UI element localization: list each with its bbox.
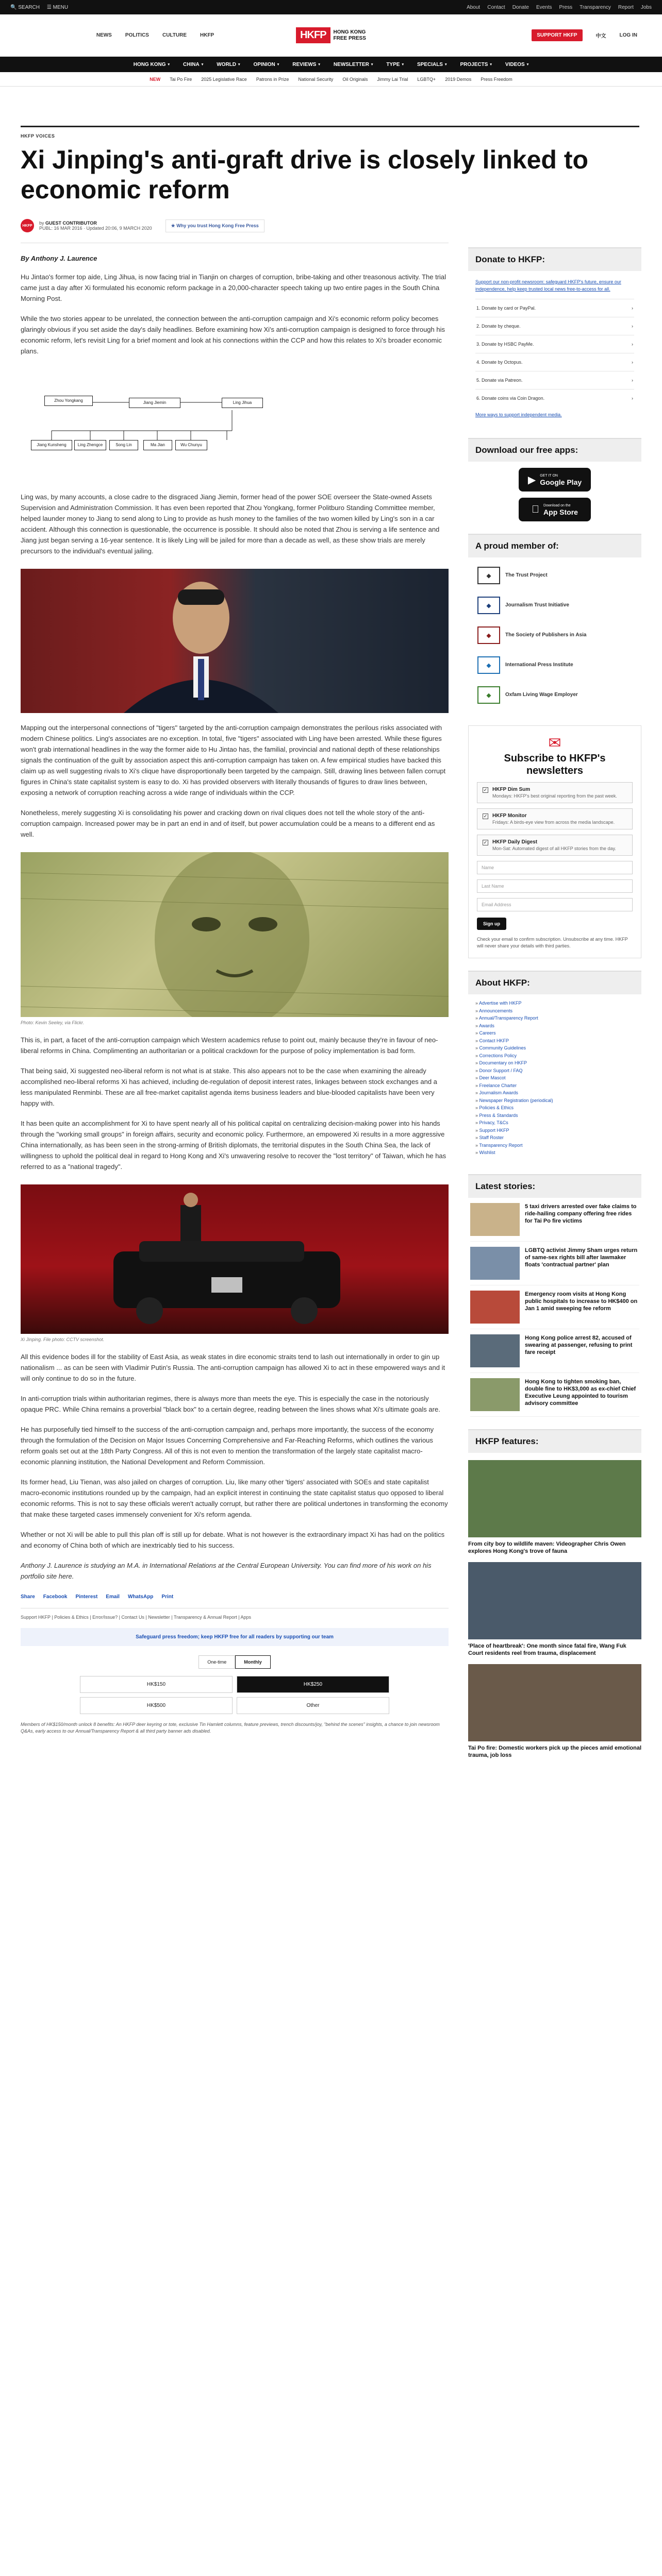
member-org[interactable] bbox=[475, 590, 634, 620]
member-name: The Trust Project bbox=[505, 572, 548, 578]
article-photo bbox=[21, 569, 449, 713]
share-share-button[interactable]: Share bbox=[21, 1594, 35, 1600]
topbar-link[interactable]: Press bbox=[559, 4, 573, 10]
member-logo-icon: ◆ bbox=[477, 656, 500, 674]
donate-title: Donate to HKFP: bbox=[468, 248, 641, 271]
newsletter-desc: Mon-Sat: Automated digest of all HKFP stories from the day. bbox=[492, 846, 616, 851]
checkbox-icon[interactable]: ✓ bbox=[483, 787, 488, 792]
about-link[interactable]: » Transparency Report bbox=[475, 1142, 634, 1149]
member-logo-icon: ◆ bbox=[477, 567, 500, 584]
diagram-node: Ma Jian bbox=[143, 440, 172, 450]
story-thumbnail bbox=[470, 1203, 520, 1236]
about-link[interactable]: » Support HKFP bbox=[475, 1127, 634, 1134]
published-date: PUBL: 16 MAR 2016 bbox=[39, 226, 82, 231]
mail-icon: ✉ bbox=[548, 735, 561, 752]
diagram-node: Ling Zhengce bbox=[74, 440, 106, 450]
trending-link[interactable]: 2019 Demos bbox=[445, 76, 472, 82]
last-name-input[interactable]: Last Name bbox=[477, 879, 633, 893]
network-diagram bbox=[21, 369, 449, 482]
about-link[interactable]: » Contact HKFP bbox=[475, 1037, 634, 1045]
banknote-portrait-icon bbox=[21, 852, 449, 1017]
xi-parade-photo bbox=[21, 1184, 449, 1334]
trending-link[interactable]: 2025 Legislative Race bbox=[201, 76, 247, 82]
member-widget bbox=[468, 534, 641, 713]
checkbox-icon[interactable]: ✓ bbox=[483, 814, 488, 819]
app-store-button[interactable]: Download on the App Store bbox=[519, 498, 591, 521]
nav-item[interactable] bbox=[254, 62, 279, 67]
latest-title: Latest stories: bbox=[468, 1175, 641, 1198]
latest-story[interactable] bbox=[470, 1242, 639, 1285]
about-link[interactable]: » Policies & Ethics bbox=[475, 1104, 634, 1112]
nav-item[interactable] bbox=[183, 62, 203, 67]
nav-item-label: HONG KONG bbox=[133, 61, 166, 67]
story-headline: LGBTQ activist Jimmy Sham urges return of same-sex rights bill after lawmaker floats 'contractual partner' plan bbox=[525, 1247, 638, 1268]
support-hkfp-button[interactable]: SUPPORT HKFP bbox=[532, 29, 582, 41]
story-headline: 5 taxi drivers arrested over fake claims to ride-hailing company offering free rides for Tai Po fire victims bbox=[525, 1203, 637, 1224]
donate-option-label: 2. Donate by cheque. bbox=[476, 324, 521, 329]
paragraph: While the two stories appear to be unrelated, the connection between the anti-corruption campaign and Xi's economic reform policy becomes glaringly obvious if you set aside the day's daily headlines. Before examining how Xi's anti-corruption campaign is designed to force through his economic reform, let's revisit Ling for a brief moment and look at his connections within the CCP and how this relates to Xi's broader economic plans. bbox=[21, 315, 445, 355]
chevron-down-icon: ▾ bbox=[168, 63, 170, 66]
newsletter-option[interactable] bbox=[477, 835, 633, 856]
feature-story[interactable] bbox=[468, 1562, 641, 1657]
about-link[interactable]: » Deer Mascot bbox=[475, 1074, 634, 1082]
feature-story[interactable] bbox=[468, 1664, 641, 1759]
story-thumbnail bbox=[470, 1334, 520, 1367]
about-link[interactable]: » Wishlist bbox=[475, 1149, 634, 1157]
newsletter-option[interactable] bbox=[477, 808, 633, 829]
about-widget bbox=[468, 971, 641, 1162]
nav-item-label: VIDEOS bbox=[505, 61, 525, 67]
frequency-option[interactable]: Monthly bbox=[235, 1655, 271, 1669]
header-nav-link[interactable]: POLITICS bbox=[125, 32, 149, 38]
paragraph: Its former head, Liu Tienan, was also jailed on charges of corruption. Liu, like many other 'tigers' associated with SOEs and state capitalist macro-economic institutions rounded up by the campaign, had an explicit interest in continuing the state capitalist status quo opposed to liberal economic reforms. This is not to say these officials weren't actually corrupt, but rather there are political undertones in transforming the economy that make these targeted cases immensely convenient for Xi's reform agenda. bbox=[21, 1478, 448, 1518]
share-whatsapp-button[interactable]: WhatsApp bbox=[127, 1594, 154, 1600]
chevron-right-icon: › bbox=[632, 324, 633, 329]
feature-image bbox=[468, 1664, 641, 1741]
chevron-down-icon: ▾ bbox=[238, 63, 240, 66]
newsletter-desc: Fridays: A birds-eye view from across the media landscape. bbox=[492, 820, 615, 825]
member-org[interactable] bbox=[475, 680, 634, 710]
about-link[interactable]: » Awards bbox=[475, 1022, 634, 1030]
author-line: By Anthony J. Laurence bbox=[21, 255, 97, 262]
about-link[interactable]: » Staff Roster bbox=[475, 1134, 634, 1142]
email-input[interactable]: Email Address bbox=[477, 898, 633, 911]
nav-item[interactable] bbox=[134, 62, 170, 67]
about-title: About HKFP: bbox=[468, 972, 641, 994]
membership-note: Members of HK$150/month unlock 8 benefits: An HKFP deer keyring or tote, exclusive Tin Hamlett columns, feature previews, trench discounts/joy, "behind the scenes" insights, a chance to join newsroom Q&As, early access to our Annual/Transparency Report & all third party banner ads disabled. bbox=[21, 1722, 440, 1734]
diagram-node: Jiang Kunsheng bbox=[31, 440, 72, 450]
main-nav bbox=[0, 57, 662, 72]
author-bio: Anthony J. Laurence is studying an M.A. in International Relations at the Central European University. You can find more of his work on his portfolio site here. bbox=[21, 1562, 432, 1580]
feature-image bbox=[468, 1562, 641, 1639]
member-logo-icon: ◆ bbox=[477, 686, 500, 704]
donate-option-label: 3. Donate by HSBC PayMe. bbox=[476, 342, 534, 347]
nav-item-label: SPECIALS bbox=[417, 61, 443, 67]
story-headline: Hong Kong police arrest 82, accused of swearing at passenger, refusing to print fare receipt bbox=[525, 1334, 633, 1355]
donate-option[interactable] bbox=[475, 371, 634, 389]
paragraph: Whether or not Xi will be able to pull this plan off is still up for debate. What is not however is the extraordinary impact Xi has had on the politics and economy of China both of which are inextricably tied to his success. bbox=[21, 1531, 445, 1549]
story-thumbnail bbox=[470, 1291, 520, 1324]
chevron-down-icon: ▾ bbox=[402, 63, 404, 66]
topbar-link[interactable]: Transparency bbox=[580, 4, 611, 10]
chevron-down-icon: ▾ bbox=[490, 63, 492, 66]
donate-option-label: 1. Donate by card or PayPal. bbox=[476, 306, 536, 311]
search-link[interactable]: 🔍 SEARCH bbox=[10, 4, 40, 10]
paragraph: In anti-corruption trials within authoritarian regimes, there is always more than meets the eye. This is especially the case in the notoriously opaque PRC. While China remains a proverbial "black box" to a certain degree, reading between the lines shows what Xi's ultimate goals are. bbox=[21, 1395, 440, 1413]
latest-widget bbox=[468, 1174, 641, 1417]
newsletter-desc: Mondays: HKFP's best original reporting from the past week. bbox=[492, 793, 617, 799]
article-headline: Xi Jinping's anti-graft drive is closely linked to economic reform bbox=[21, 145, 589, 204]
about-link[interactable]: » Documentary on HKFP bbox=[475, 1059, 634, 1067]
topbar-link[interactable]: Jobs bbox=[640, 4, 652, 10]
chevron-down-icon: ▾ bbox=[371, 63, 373, 66]
chevron-right-icon: › bbox=[632, 342, 633, 347]
newsletter-name: HKFP Daily Digest bbox=[492, 839, 538, 845]
nav-item[interactable] bbox=[460, 62, 492, 67]
member-logo-icon: ◆ bbox=[477, 597, 500, 614]
nav-item[interactable] bbox=[292, 62, 320, 67]
newsletter-name: HKFP Monitor bbox=[492, 813, 527, 819]
share-print-button[interactable]: Print bbox=[161, 1594, 174, 1600]
amount-option[interactable]: HK$150 bbox=[80, 1676, 233, 1693]
about-link[interactable]: » Freelance Charter bbox=[475, 1082, 634, 1090]
about-link[interactable]: » Journalism Awards bbox=[475, 1089, 634, 1097]
photo-caption: Xi Jinping. File photo: CCTV screenshot. bbox=[21, 1337, 105, 1342]
about-link[interactable]: » Privacy, T&Cs bbox=[475, 1119, 634, 1127]
member-title: A proud member of: bbox=[468, 535, 641, 557]
nav-item-label: NEWSLETTER bbox=[333, 61, 369, 67]
logo-line2: FREE PRESS bbox=[333, 35, 366, 41]
utility-bar bbox=[0, 0, 662, 14]
paragraph: Mapping out the interpersonal connections of "tigers" targeted by the anti-corruption campaign demonstrates the perilous risks associated with modern Chinese politics. Ling's associates are no exception. In total, five "tigers" associated with Ling have been arrested. While these figures won't grab international headlines in the way the former aide to Hu Jintao has, the familial, provincial and national depth of these relationships signals the continuation of the guilt by association aspect this anti-corruption campaign has taken on. A few empirical studies have backed this claim up as well suggesting rivals to Xi's clique have disproportionally been targeted by the campaign. Still, drawing lines between fallen corrupt figures in China's state capitalist system is easy to do. Xi has provided observers with literally thousands of figures to draw lines between, exposing a network of corruption reaching across a wide range of individuals within the CCP. bbox=[21, 724, 446, 796]
chevron-right-icon: › bbox=[632, 360, 633, 365]
site-logo[interactable] bbox=[296, 27, 366, 43]
trending-nav bbox=[0, 72, 662, 87]
nav-item-label: WORLD bbox=[217, 61, 237, 67]
chevron-down-icon: ▾ bbox=[201, 63, 204, 66]
trending-link[interactable]: National Security bbox=[298, 76, 334, 82]
author-name[interactable]: GUEST CONTRIBUTOR bbox=[45, 221, 97, 226]
menu-link[interactable]: ☰ MENU bbox=[46, 4, 69, 10]
paragraph: It has been quite an accomplishment for Xi to have spent nearly all of his political capital on centralizing decision-making power into his hands through the "working small groups" in foreign affairs, security and economic policy. Furthermore, an empowered Xi results in a more aggressive China internationally, as has been seen in the strong-arming of British diplomats, the territorial disputes in the South China Sea, the lack of willingness to uphold the political deal in regard to Hong Kong and Xi's unwavering resolve to recover the "lost territory" of Taiwan, which he has referred to as a "national tragedy". bbox=[21, 1120, 446, 1171]
member-name: Oxfam Living Wage Employer bbox=[505, 692, 578, 698]
chevron-right-icon: › bbox=[632, 378, 633, 383]
nav-item[interactable] bbox=[217, 62, 240, 67]
share-email-button[interactable]: Email bbox=[106, 1594, 120, 1600]
chevron-down-icon: ▾ bbox=[277, 63, 279, 66]
features-widget bbox=[468, 1429, 641, 1759]
donate-widget bbox=[468, 247, 641, 426]
trending-link[interactable]: Tai Po Fire bbox=[170, 76, 192, 82]
google-news-icon: ★ bbox=[171, 223, 177, 228]
about-link[interactable]: » Advertise with HKFP bbox=[475, 999, 634, 1007]
donate-option[interactable] bbox=[475, 353, 634, 371]
feature-story[interactable] bbox=[468, 1460, 641, 1555]
support-links[interactable]: Support HKFP | Policies & Ethics | Error/Issue? | Contact Us | Newsletter | Transparency & Annual Report | Apps bbox=[21, 1608, 449, 1620]
sidebar bbox=[468, 247, 641, 1771]
donate-option[interactable] bbox=[475, 335, 634, 353]
header-nav-link[interactable]: CULTURE bbox=[162, 32, 187, 38]
parade-car-icon bbox=[21, 1184, 449, 1334]
byline-by: by bbox=[39, 221, 44, 226]
chevron-right-icon: › bbox=[632, 306, 633, 311]
latest-story[interactable] bbox=[470, 1373, 639, 1417]
google-news-button[interactable]: ★ Why you trust Hong Kong Free Press bbox=[166, 219, 264, 232]
donate-option[interactable] bbox=[475, 299, 634, 317]
donate-option-label: 6. Donate coins via Coin Dragon. bbox=[476, 396, 545, 401]
donate-option-label: 5. Donate via Patreon. bbox=[476, 378, 523, 383]
about-link[interactable]: » Annual/Transparency Report bbox=[475, 1014, 634, 1022]
paragraph: Nonetheless, merely suggesting Xi is consolidating his power and cracking down on rival cliques does not tell the whole story of the anti-corruption campaign. Increased power may be in part an end in and of itself, but power accumulation could be a means to a different end as well. bbox=[21, 809, 435, 838]
newsletter-option[interactable] bbox=[477, 782, 633, 803]
banknote-photo bbox=[21, 852, 449, 1017]
story-thumbnail bbox=[470, 1247, 520, 1280]
photo-caption: Photo: Kevin Seeley, via Flickr. bbox=[21, 1020, 85, 1025]
nav-item-label: TYPE bbox=[386, 61, 400, 67]
logo-mark: HKFP bbox=[296, 27, 330, 43]
google-play-icon: ▶ bbox=[527, 474, 536, 486]
person-portrait-icon bbox=[21, 569, 449, 713]
trending-link[interactable]: LGBTQ+ bbox=[417, 76, 436, 82]
about-link[interactable]: » Community Guidelines bbox=[475, 1044, 634, 1052]
latest-story[interactable] bbox=[470, 1198, 639, 1242]
member-name: Journalism Trust Initiative bbox=[505, 602, 569, 608]
about-link[interactable]: » Careers bbox=[475, 1029, 634, 1037]
donate-intro[interactable]: Support our non-profit newsroom: safeguard HKFP's future, ensure our independence, help keep trusted local news free-to-access for all. bbox=[475, 279, 621, 292]
donate-option-label: 4. Donate by Octopus. bbox=[476, 360, 523, 365]
amount-option[interactable]: HK$250 bbox=[237, 1676, 389, 1693]
diagram-connectors bbox=[21, 369, 289, 482]
paragraph: Hu Jintao's former top aide, Ling Jihua, is now facing trial in Tianjin on charges of corruption, bribe-taking and other treasonous activity. The trial came just a day after Xi formulated his economic reform package in a 20,000-character speech taking up two entire pages in the South China Morning Post. bbox=[21, 273, 446, 302]
google-play-button[interactable]: ▶ GET IT ON Google Play bbox=[519, 468, 591, 492]
member-name: International Press Institute bbox=[505, 662, 573, 668]
donation-frequency bbox=[21, 1655, 449, 1669]
topbar-link[interactable]: Donate bbox=[512, 4, 529, 10]
story-headline: Hong Kong to tighten smoking ban, double fine to HK$3,000 as ex-chief Chief Executive Leung appointed to tourism advisory committee bbox=[525, 1378, 636, 1406]
trending-link[interactable]: Patrons in Prize bbox=[256, 76, 289, 82]
about-link[interactable]: » Corrections Policy bbox=[475, 1052, 634, 1060]
paragraph: Ling was, by many accounts, a close cadre to the disgraced Jiang Jiemin, former head of the power SOE overseer the State-owned Assets Supervision and Administration Commission. It has even been reported that Zhou Yongkang, former Politburo Standing Committee member, helped launder money to Jiang to send along to Ling to provide as hush money to the families of the two women killed by Ling's son in a car accident. Although this connection is questionable, the occurrence is possible. It should also be noted that Zhou is serving a life sentence and Jiang just began serving a 16-year sentence. It is likely Ling will be jailed for more than a decade as well, as these show trials are merely precursors to the individual's eventual jailing. bbox=[21, 493, 440, 555]
newsletter-name: HKFP Dim Sum bbox=[492, 787, 531, 792]
topbar-link[interactable]: Report bbox=[618, 4, 634, 10]
feature-image bbox=[468, 1460, 641, 1537]
new-badge: NEW bbox=[150, 76, 161, 82]
trending-link[interactable]: Oil Originals bbox=[342, 76, 368, 82]
member-logo-icon: ◆ bbox=[477, 626, 500, 644]
diagram-node: Ling Jihua bbox=[222, 398, 263, 408]
logo-line1: HONG KONG bbox=[333, 29, 366, 35]
donate-more-link[interactable]: More ways to support independent media. bbox=[475, 412, 562, 417]
header-nav-link[interactable]: HKFP bbox=[200, 32, 214, 38]
signup-button[interactable]: Sign up bbox=[477, 918, 506, 930]
nav-item-label: PROJECTS bbox=[460, 61, 488, 67]
amount-option[interactable]: Other bbox=[237, 1697, 389, 1714]
language-link[interactable]: 中文 bbox=[595, 33, 606, 39]
donation-amounts bbox=[80, 1676, 389, 1714]
chevron-down-icon: ▾ bbox=[444, 63, 447, 66]
byline: HKFP by GUEST CONTRIBUTOR PUBL: 16 MAR 2016 · Updated 20:06, 9 MARCH 2020 ★ Why you trust Hong Kong Free Press bbox=[21, 219, 449, 232]
diagram-node: Wu Chunyu bbox=[175, 440, 207, 450]
story-thumbnail bbox=[470, 1378, 520, 1411]
nav-item[interactable] bbox=[386, 62, 404, 67]
donate-option[interactable] bbox=[475, 389, 634, 407]
member-org[interactable] bbox=[475, 620, 634, 650]
feature-headline: From city boy to wildlife maven: Videographer Chris Owen explores Hong Kong's trove of fauna bbox=[468, 1540, 626, 1554]
paragraph: That being said, Xi suggested neo-liberal reform is not what is at stake. This also appears not to be the case when examining the already accomplished neo-liberal reforms Xi has achieved, including de-regulation of deposit interest rates, linkages between stock exchanges and a less manipulated Renminbi. These are all free-market capitalist agenda items business leaders and blue-blooded capitalists have been very happy with. bbox=[21, 1067, 437, 1107]
donate-option[interactable] bbox=[475, 317, 634, 335]
apps-widget bbox=[468, 438, 641, 521]
nav-item[interactable] bbox=[334, 62, 373, 67]
about-link[interactable]: » Donor Support / FAQ bbox=[475, 1067, 634, 1075]
nav-item-label: REVIEWS bbox=[292, 61, 317, 67]
member-name: The Society of Publishers in Asia bbox=[505, 632, 587, 638]
nav-item-label: OPINION bbox=[253, 61, 275, 67]
newsletter-widget bbox=[468, 725, 641, 958]
site-header bbox=[0, 14, 662, 57]
about-link[interactable]: » Newspaper Registration (periodical) bbox=[475, 1097, 634, 1105]
diagram-node: Zhou Yongkang bbox=[44, 396, 93, 406]
about-link[interactable]: » Announcements bbox=[475, 1007, 634, 1015]
member-org[interactable] bbox=[475, 561, 634, 590]
paragraph: This is, in part, a facet of the anti-corruption campaign which Western academics refuse to point out, mainly because they're in favour of neo-liberal reforms in China. Complimenting an authoritarian or a political crackdown for the purpose of policy implementation is bad form. bbox=[21, 1036, 438, 1055]
newsletter-title: Subscribe to HKFP's newsletters bbox=[504, 753, 606, 776]
paragraph: All this evidence bodes ill for the stability of East Asia, as weak states in dire economic straits tend to lash out internationally in order to gin up nationalism ... as can be seen with Vladimir Putin's Russia. The anti-corruption campaign has allowed Xi to act in these empowered ways and it will only continue to do so in the future. bbox=[21, 1353, 445, 1382]
chevron-down-icon: ▾ bbox=[526, 63, 529, 66]
nav-item[interactable] bbox=[505, 62, 528, 67]
header-nav-link[interactable]: NEWS bbox=[96, 32, 112, 38]
nav-item[interactable] bbox=[417, 62, 447, 67]
feature-headline: 'Place of heartbreak': One month since fatal fire, Wang Fuk Court residents reel from trauma, displacement bbox=[468, 1642, 626, 1656]
member-org[interactable] bbox=[475, 650, 634, 680]
features-title: HKFP features: bbox=[468, 1430, 641, 1453]
topbar-link[interactable]: Events bbox=[536, 4, 552, 10]
author-avatar: HKFP bbox=[21, 219, 34, 232]
login-link[interactable]: LOG IN bbox=[619, 32, 637, 38]
diagram-node: Song Lin bbox=[109, 440, 138, 450]
chevron-down-icon: ▾ bbox=[318, 63, 320, 66]
topbar-link[interactable]: Contact bbox=[487, 4, 505, 10]
subscribe-note: Check your email to confirm subscription. Unsubscribe at any time. HKFP will never share your details with third parties. bbox=[477, 937, 628, 948]
amount-option[interactable]: HK$500 bbox=[80, 1697, 233, 1714]
feature-headline: Tai Po fire: Domestic workers pick up the pieces amid emotional trauma, job loss bbox=[468, 1744, 641, 1758]
nav-item-label: CHINA bbox=[183, 61, 200, 67]
checkbox-icon[interactable]: ✓ bbox=[483, 840, 488, 845]
name-input[interactable]: Name bbox=[477, 861, 633, 874]
share-pinterest-button[interactable]: Pinterest bbox=[75, 1594, 98, 1600]
updated-date: Updated 20:06, 9 MARCH 2020 bbox=[86, 226, 152, 231]
topbar-link[interactable]: About bbox=[467, 4, 481, 10]
frequency-option[interactable]: One-time bbox=[198, 1655, 235, 1669]
diagram-node: Jiang Jiemin bbox=[129, 398, 180, 408]
safeguard-banner[interactable]: Safeguard press freedom; keep HKFP free for all readers by supporting our team bbox=[21, 1628, 449, 1646]
chevron-right-icon: › bbox=[632, 396, 633, 401]
article-kicker[interactable]: HKFP VOICES bbox=[21, 126, 639, 139]
trending-link[interactable]: Press Freedom bbox=[481, 76, 512, 82]
paragraph: He has purposefully tied himself to the success of the anti-corruption campaign and, perhaps more importantly, the success of the economy through the formulation of the Decision on Major Issues Concerning Comprehensive and Far-Reaching Reforms, which outlines the various reform goals set out at the 18th Party Congress. All of this is not even to mention the transformation of the largely state capitalist macro-economic planning institution, the National Development and Reform Commission. bbox=[21, 1426, 434, 1466]
latest-story[interactable] bbox=[470, 1285, 639, 1329]
story-headline: Emergency room visits at Hong Kong public hospitals to increase to HK$400 on Jan 1 amid sweeping fee reform bbox=[525, 1291, 638, 1312]
apple-icon bbox=[532, 504, 539, 516]
share-facebook-button[interactable]: Facebook bbox=[43, 1594, 68, 1600]
share-bar bbox=[21, 1594, 449, 1600]
apps-title: Download our free apps: bbox=[468, 439, 641, 462]
latest-story[interactable] bbox=[470, 1329, 639, 1373]
about-link[interactable]: » Press & Standards bbox=[475, 1112, 634, 1120]
trending-link[interactable]: Jimmy Lai Trial bbox=[377, 76, 408, 82]
